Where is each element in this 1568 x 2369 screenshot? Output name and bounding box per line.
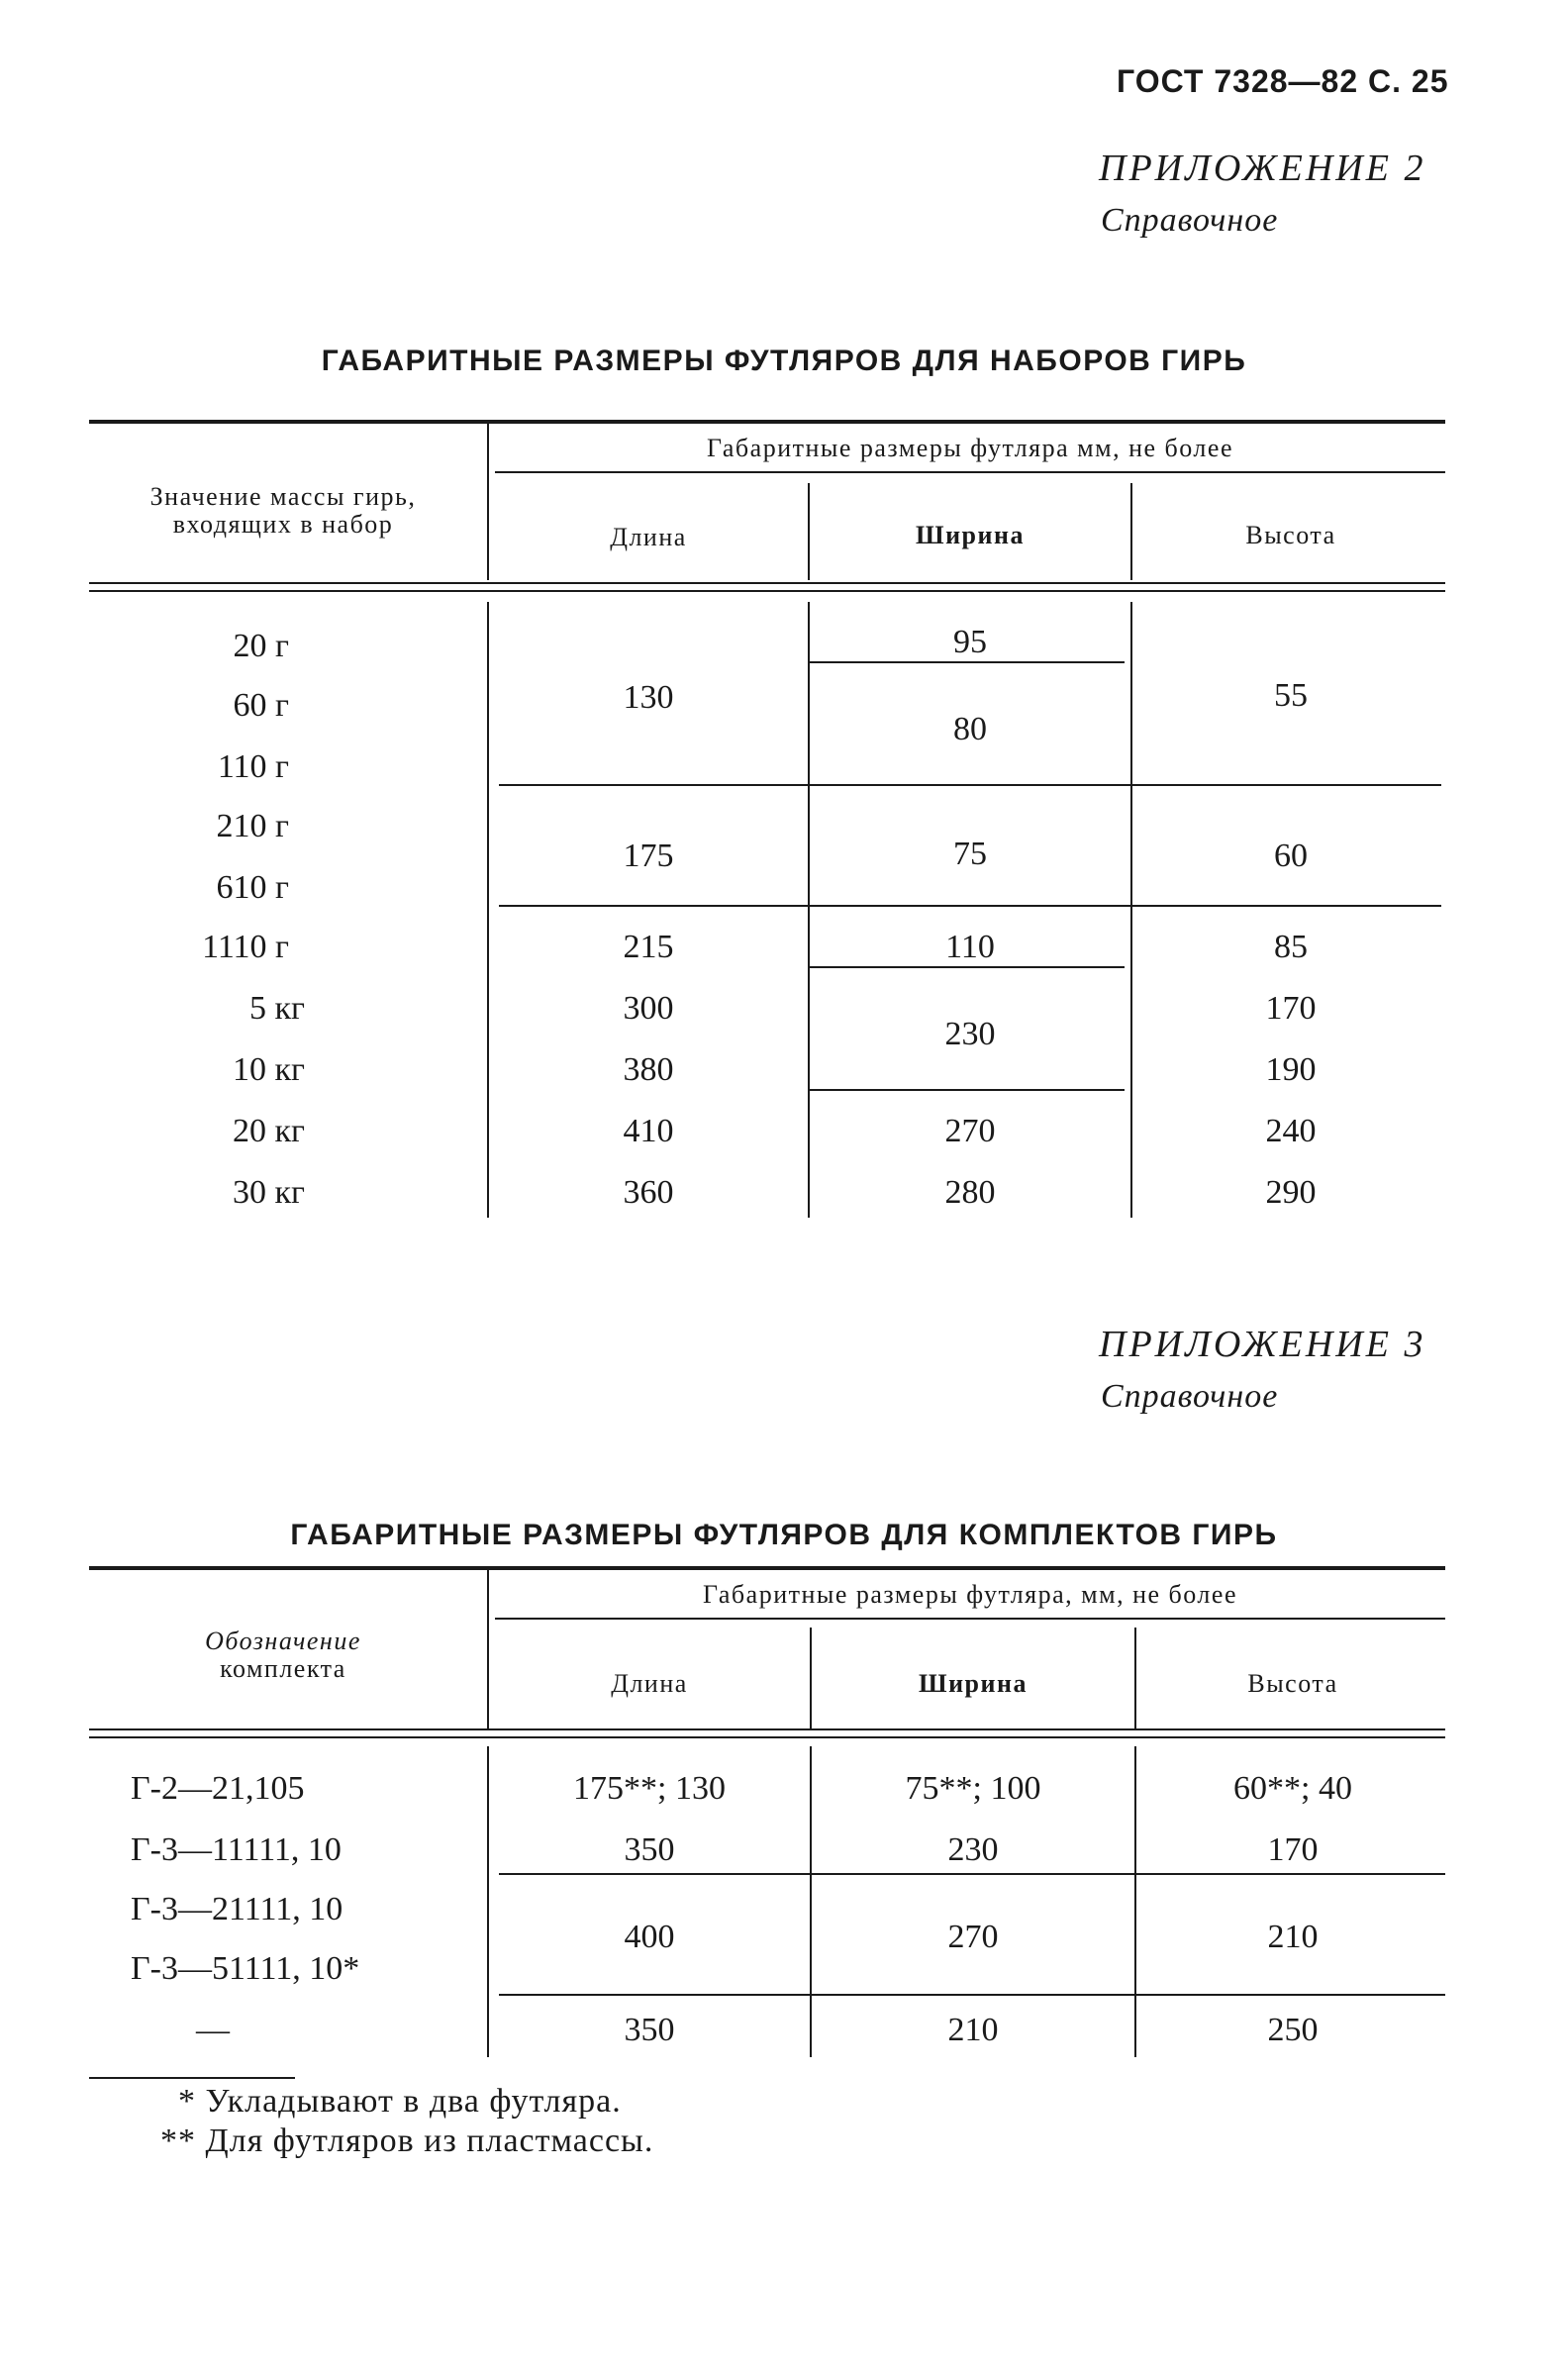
- table1-mass-cell: 20 г: [233, 628, 289, 664]
- table2-header-rule: [89, 1728, 1445, 1730]
- table1-height-cell: 240: [1265, 1113, 1317, 1149]
- header-line: входящих в набор: [172, 510, 394, 539]
- table1-top-rule: [89, 420, 1445, 424]
- table2-height-cell: 170: [1267, 1831, 1319, 1868]
- table1-width-cell: 230: [944, 1016, 996, 1052]
- table1-row-rule: [499, 784, 1441, 786]
- table1-mass-cell: 10 кг: [233, 1051, 305, 1088]
- table2-subheader-rule: [495, 1618, 1445, 1620]
- table1-mass-cell: 210 г: [216, 808, 289, 844]
- table1-height-cell: 290: [1265, 1174, 1317, 1211]
- appendix-2-title: ГАБАРИТНЫЕ РАЗМЕРЫ ФУТЛЯРОВ ДЛЯ НАБОРОВ ГИРЬ: [321, 345, 1247, 377]
- table1-width-cell: 280: [944, 1174, 996, 1211]
- table1-length-cell: 380: [623, 1051, 674, 1088]
- table1-length-cell: 215: [623, 929, 674, 965]
- table1-mass-cell: 5 кг: [249, 990, 305, 1027]
- appendix-3-label: ПРИЛОЖЕНИЕ 3: [1099, 1324, 1426, 1365]
- table2-length-cell: 350: [624, 1831, 675, 1868]
- table2-vline: [487, 1570, 489, 1728]
- table2-designation-cell: Г-3—21111, 10: [131, 1891, 343, 1927]
- table2-length-cell: 175**; 130: [573, 1770, 726, 1807]
- table1-length-cell: 410: [623, 1113, 674, 1149]
- table2-height-cell: 210: [1267, 1919, 1319, 1955]
- table1-col-length: Длина: [610, 523, 687, 551]
- table2-top-rule: [89, 1566, 1445, 1570]
- appendix-2-type: Справочное: [1101, 202, 1279, 239]
- table1-width-cell: 80: [953, 711, 987, 747]
- table1-col-mass-header: [95, 483, 471, 539]
- header-line: Значение массы гирь,: [149, 482, 417, 511]
- table1-row-rule: [499, 905, 1441, 907]
- table1-mass-cell: 60 г: [233, 687, 289, 724]
- table1-header-rule: [89, 590, 1445, 592]
- appendix-3-type: Справочное: [1101, 1378, 1279, 1415]
- table1-vline: [487, 422, 489, 580]
- table1-mass-cell: 110 г: [217, 748, 289, 785]
- table1-height-cell: 190: [1265, 1051, 1317, 1088]
- table1-row-rule: [808, 966, 1125, 968]
- table2-group-header: Габаритные размеры футляра, мм, не более: [703, 1580, 1237, 1609]
- table1-height-cell: 170: [1265, 990, 1317, 1027]
- table2-col-length: Длина: [611, 1669, 688, 1698]
- footnote-1: * Укладывают в два футляра.: [178, 2083, 622, 2120]
- table2-width-cell: 210: [947, 2012, 999, 2048]
- table1-length-cell: 360: [623, 1174, 674, 1211]
- table1-row-rule: [808, 661, 1125, 663]
- table1-mass-cell: 30 кг: [233, 1174, 305, 1211]
- table2-width-cell: 270: [947, 1919, 999, 1955]
- table2-width-cell: 75**; 100: [905, 1770, 1041, 1807]
- table1-width-cell: 270: [944, 1113, 996, 1149]
- table1-mass-cell: 610 г: [216, 869, 289, 906]
- table1-length-cell: 300: [623, 990, 674, 1027]
- table1-height-cell: 85: [1274, 929, 1308, 965]
- appendix-2-label: ПРИЛОЖЕНИЕ 2: [1099, 148, 1426, 189]
- table2-designation-cell: Г-3—51111, 10*: [131, 1950, 360, 1987]
- table2-designation-cell: Г-3—11111, 10: [131, 1831, 342, 1868]
- table1-length-cell: 130: [623, 679, 674, 716]
- appendix-3-title: ГАБАРИТНЫЕ РАЗМЕРЫ ФУТЛЯРОВ ДЛЯ КОМПЛЕКТОВ ГИРЬ: [290, 1519, 1278, 1551]
- footnote-2: ** Для футляров из пластмассы.: [160, 2122, 654, 2159]
- table2-row-rule: [499, 1873, 1445, 1875]
- table1-group-header: Габаритные размеры футляра мм, не более: [707, 434, 1233, 462]
- table1-header-rule: [89, 582, 1445, 584]
- table1-row-rule: [808, 1089, 1125, 1091]
- table1-height-cell: 60: [1274, 838, 1308, 874]
- table1-col-height: Высота: [1245, 521, 1336, 549]
- table2-length-cell: 400: [624, 1919, 675, 1955]
- table1-width-cell: 110: [945, 929, 995, 965]
- table2-designation-cell: Г-2—21,105: [131, 1770, 305, 1807]
- table2-designation-cell: —: [196, 2012, 230, 2048]
- table2-length-cell: 350: [624, 2012, 675, 2048]
- table1-width-cell: 75: [953, 836, 987, 872]
- table2-width-cell: 230: [947, 1831, 999, 1868]
- table2-header-rule: [89, 1736, 1445, 1738]
- table1-col-width: Ширина: [916, 521, 1025, 549]
- table1-mass-cell: 1110 г: [202, 929, 289, 965]
- table1-subheader-rule: [495, 471, 1445, 473]
- table2-col-height: Высота: [1247, 1669, 1338, 1698]
- table2-col-designation-header: [95, 1628, 471, 1683]
- table2-height-cell: 60**; 40: [1233, 1770, 1352, 1807]
- table2-height-cell: 250: [1267, 2012, 1319, 2048]
- header-line: комплекта: [220, 1654, 346, 1683]
- document-code: ГОСТ 7328—82 С. 25: [1117, 63, 1449, 99]
- table1-length-cell: 175: [623, 838, 674, 874]
- header-line: Обозначение: [205, 1627, 361, 1655]
- table1-mass-cell: 20 кг: [233, 1113, 305, 1149]
- table1-width-cell: 95: [953, 624, 987, 660]
- table2-col-width: Ширина: [919, 1669, 1028, 1698]
- table1-height-cell: 55: [1274, 677, 1308, 714]
- footnote-rule: [89, 2077, 295, 2079]
- table2-row-rule: [499, 1994, 1445, 1996]
